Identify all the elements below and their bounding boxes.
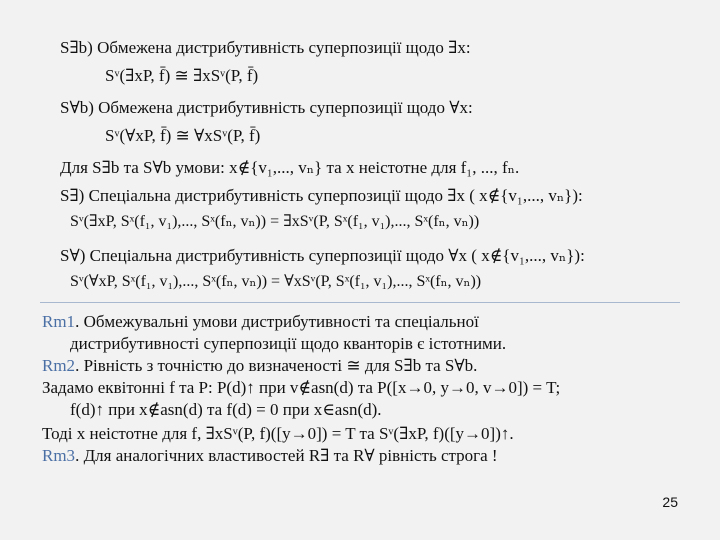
- sb-exists-formula: Sᵛ(∃xP, f̄) ≅ ∃xSᵛ(P, f̄): [105, 66, 259, 85]
- remark-2-line-4: Тоді x неістотне для f, ∃xSᵛ(P, f)([y→0]) = T та Sᵛ(∃xP, f)([y→0])↑.: [42, 424, 514, 443]
- conditions-text: Для S∃b та S∀b умови: x∉{v₁,..., vₙ} та x неістотне для f₁, ..., fₙ.: [60, 158, 520, 177]
- s-exists-title: S∃) Спеціальна дистрибутивність суперпозиції щодо ∃x ( x∉{v₁,..., vₙ}):: [60, 186, 583, 205]
- page-number: 25: [662, 494, 678, 510]
- remark-1: [42, 312, 479, 332]
- remark-2: [42, 356, 477, 376]
- remark-2-line-3: f(d)↑ при x∉asn(d) та f(d) = 0 при x∈asn(d).: [70, 400, 382, 419]
- sb-forall-formula: Sᵛ(∀xP, f̄) ≅ ∀xSᵛ(P, f̄): [105, 126, 261, 145]
- rm3-text: . Для аналогічних властивостей R∃ та R∀ рівність строга !: [75, 446, 498, 465]
- sb-forall-title: S∀b) Обмежена дистрибутивність суперпозиції щодо ∀x:: [60, 98, 473, 117]
- s-forall-title: S∀) Спеціальна дистрибутивність суперпозиції щодо ∀x ( x∉{v₁,..., vₙ}):: [60, 246, 585, 265]
- rm2-text: . Рівність з точністю до визначеності ≅ для S∃b та S∀b.: [75, 356, 478, 375]
- sb-exists-title: S∃b) Обмежена дистрибутивність суперпозиції щодо ∃x:: [60, 38, 471, 57]
- rm2-label: Rm2: [42, 356, 76, 375]
- remark-2-line-2: Задамо еквітонні f та P: P(d)↑ при v∉asn(d) та P([x→0, y→0, v→0]) = T;: [42, 378, 561, 397]
- s-exists-formula: Sᵛ(∃xP, Sˣ(f₁, v₁),..., Sˣ(fₙ, vₙ)) = ∃xSᵛ(P, Sˣ(f₁, v₁),..., Sˣ(fₙ, vₙ)): [70, 213, 480, 230]
- rm1-label: Rm1: [42, 312, 76, 331]
- remark-3: [42, 446, 498, 466]
- divider: [40, 302, 680, 303]
- rm3-label: Rm3: [42, 446, 76, 465]
- s-forall-formula: Sᵛ(∀xP, Sˣ(f₁, v₁),..., Sˣ(fₙ, vₙ)) = ∀xSᵛ(P, Sˣ(f₁, v₁),..., Sˣ(fₙ, vₙ)): [70, 273, 482, 290]
- remark-1-continuation: дистрибутивності суперпозиції щодо кванторів є істотними.: [70, 334, 507, 353]
- rm1-text: . Обмежувальні умови дистрибутивності та спеціальної: [75, 312, 479, 331]
